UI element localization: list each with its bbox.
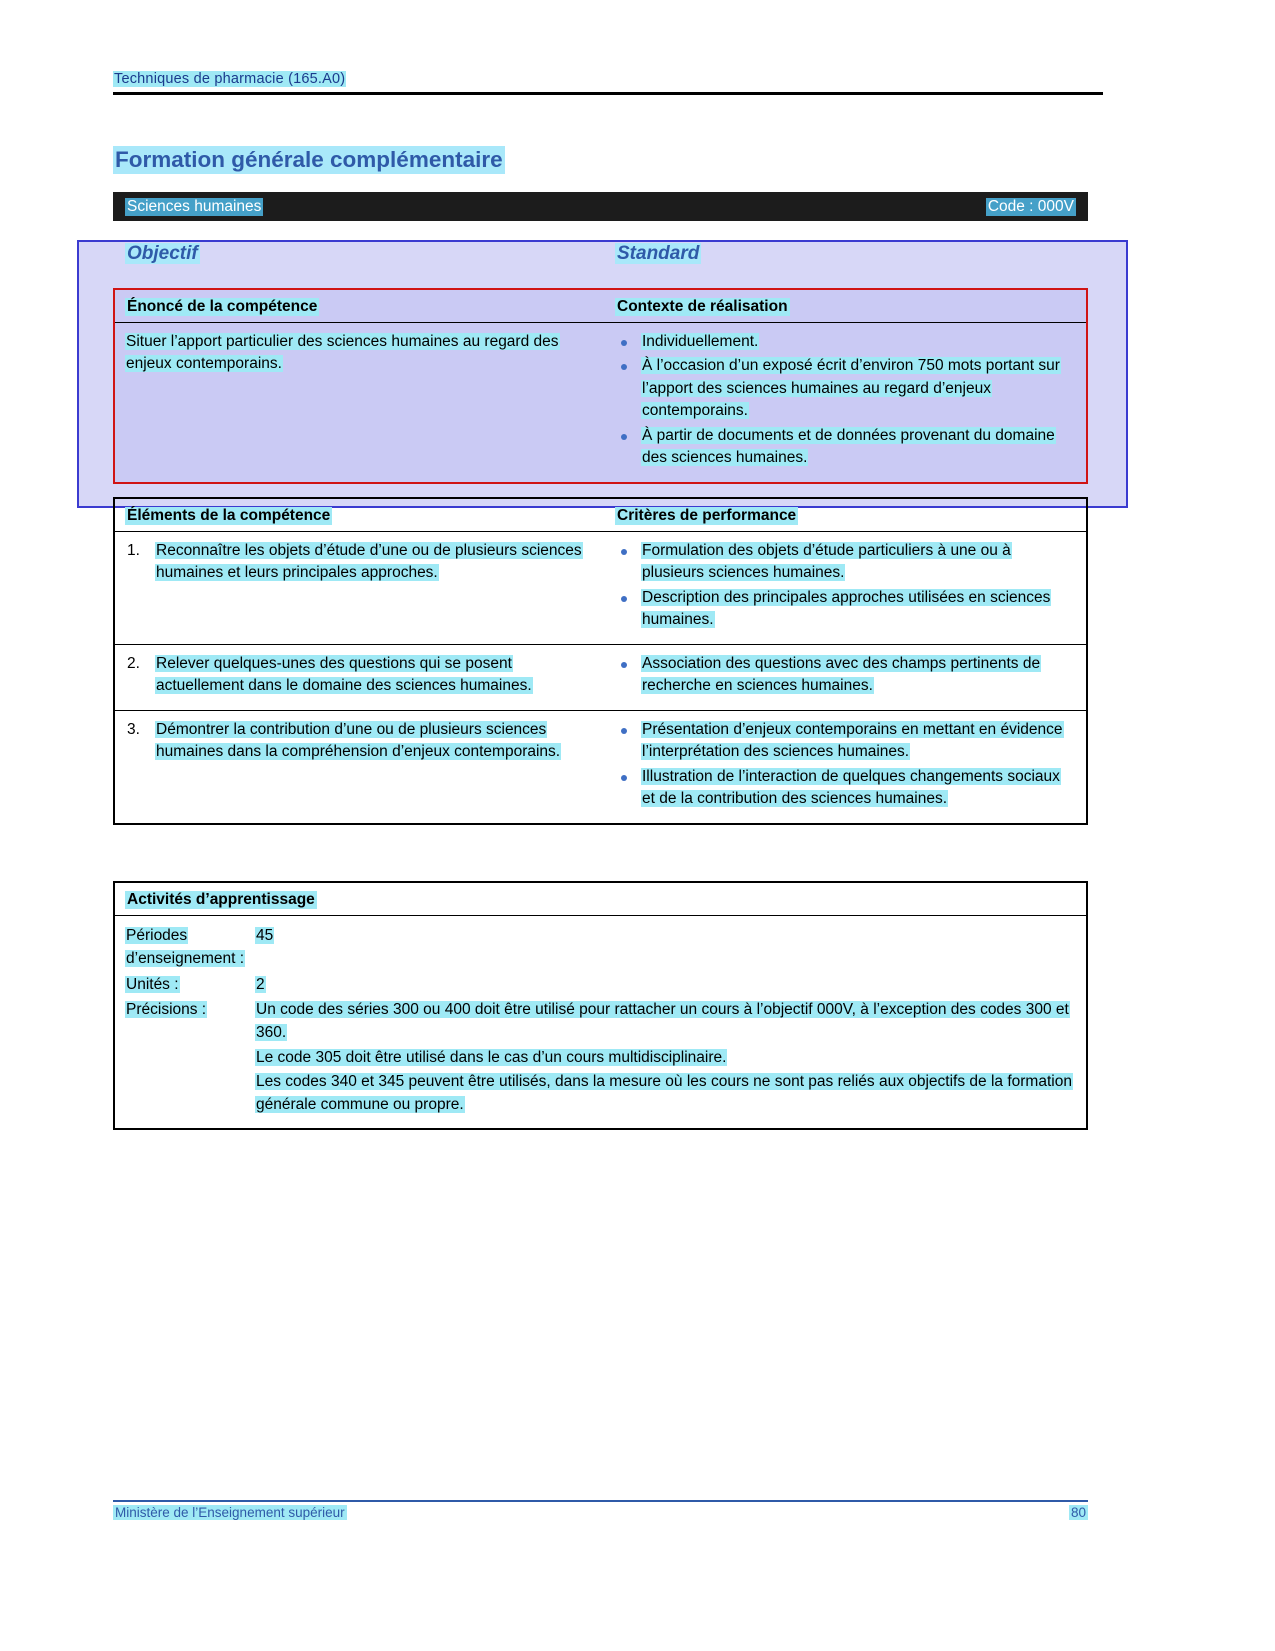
elements-table	[113, 497, 1088, 825]
list-item: Relever quelques-unes des questions qui se posent actuellement dans le domaine des sciences humaines.	[156, 654, 532, 695]
column-heading-objectif	[125, 243, 615, 265]
column-headings	[125, 243, 1100, 265]
section-title: Formation générale complémentaire	[115, 147, 503, 172]
competence-body-row	[115, 323, 1086, 482]
enonce-heading: Énoncé de la compétence	[127, 298, 318, 315]
element-cell	[115, 711, 605, 823]
competence-header-left	[115, 290, 605, 322]
periods-label: Périodes d’enseignement :	[126, 927, 245, 968]
footer-content	[113, 1505, 1088, 1520]
criteria-cell	[605, 645, 1086, 710]
units-label: Unités :	[126, 975, 179, 993]
units-value: 2	[256, 975, 265, 993]
page-footer	[113, 1500, 1088, 1520]
page-header	[113, 70, 1103, 95]
units-line	[125, 973, 1076, 996]
element-number-list	[125, 719, 595, 764]
elements-header-right	[605, 499, 1086, 531]
objectif-label: Objectif	[127, 243, 198, 264]
elements-heading: Éléments de la compétence	[127, 507, 331, 524]
element-cell	[115, 532, 605, 644]
standard-label: Standard	[617, 243, 700, 264]
competence-statement-text: Situer l’apport particulier des sciences humaines au regard des enjeux contemporains.	[126, 333, 559, 373]
periods-value: 45	[256, 927, 274, 944]
discipline-bar	[113, 192, 1088, 221]
criteria-list	[615, 540, 1076, 632]
list-item: Individuellement.	[615, 331, 1076, 353]
element-number-list	[125, 653, 595, 698]
precisions-line	[125, 998, 1076, 1045]
contexte-heading: Contexte de réalisation	[617, 298, 788, 315]
competence-statement-cell	[115, 323, 605, 482]
list-item: Formulation des objets d’étude particuliers à une ou à plusieurs sciences humaines.	[615, 540, 1076, 585]
list-item: Reconnaître les objets d’étude d’une ou de plusieurs sciences humaines et leurs principales approches.	[156, 542, 582, 582]
activities-table	[113, 881, 1088, 1130]
criteria-list	[615, 653, 1076, 698]
list-item: Démontrer la contribution d’une ou de plusieurs sciences humaines dans la compréhension d’enjeux contemporains.	[156, 720, 561, 761]
header-divider	[113, 92, 1103, 95]
discipline-name: Sciences humaines	[127, 197, 262, 215]
precisions-value-3: Les codes 340 et 345 peuvent être utilisés, dans la mesure où les cours ne sont pas reliés aux objectifs de la formation générale commune ou propre.	[256, 1072, 1072, 1113]
elements-header-row	[115, 499, 1086, 532]
activities-heading: Activités d’apprentissage	[127, 891, 315, 908]
competence-header-row	[115, 290, 1086, 323]
precisions-value-1: Un code des séries 300 ou 400 doit être utilisé pour rattacher un cours à l’objectif 000V, à l’exception des codes 300 et 360.	[256, 1000, 1069, 1041]
activities-body	[115, 916, 1086, 1128]
activities-header	[115, 883, 1086, 916]
list-item: Présentation d’enjeux contemporains en mettant en évidence l’interprétation des sciences humaines.	[615, 719, 1076, 764]
precisions-label: Précisions :	[126, 1000, 207, 1018]
competence-statement	[125, 331, 595, 376]
criteria-list	[615, 719, 1076, 811]
table-row	[115, 711, 1086, 823]
element-cell	[115, 645, 605, 710]
criteria-cell	[605, 532, 1086, 644]
element-number-list	[125, 540, 595, 585]
competence-table	[113, 288, 1088, 484]
ministry-label: Ministère de l’Enseignement supérieur	[115, 1505, 345, 1520]
criteres-heading: Critères de performance	[617, 507, 797, 524]
list-item: Association des questions avec des champs pertinents de recherche en sciences humaines.	[615, 653, 1076, 698]
program-title: Techniques de pharmacie (165.A0)	[114, 71, 346, 87]
criteria-cell	[605, 711, 1086, 823]
column-heading-standard	[615, 243, 701, 265]
precisions-value-2: Le code 305 doit être utilisé dans le cas d’un cours multidisciplinaire.	[256, 1049, 727, 1067]
competence-context-cell	[605, 323, 1086, 482]
context-list	[615, 331, 1076, 470]
page-number: 80	[1070, 1505, 1086, 1520]
table-row	[115, 532, 1086, 645]
table-row	[115, 645, 1086, 711]
list-item: À l’occasion d’un exposé écrit d’environ 750 mots portant sur l’apport des sciences humaines au regard d’enjeux contemporains.	[615, 355, 1076, 422]
discipline-code: Code : 000V	[987, 197, 1074, 215]
elements-header-left	[115, 499, 605, 531]
list-item: Illustration de l’interaction de quelques changements sociaux et de la contribution des sciences humaines.	[615, 766, 1076, 811]
competence-header-right	[605, 290, 1086, 322]
list-item: À partir de documents et de données provenant du domaine des sciences humaines.	[615, 425, 1076, 470]
list-item: Description des principales approches utilisées en sciences humaines.	[615, 587, 1076, 632]
periods-line	[125, 924, 1076, 971]
footer-divider	[113, 1500, 1088, 1502]
